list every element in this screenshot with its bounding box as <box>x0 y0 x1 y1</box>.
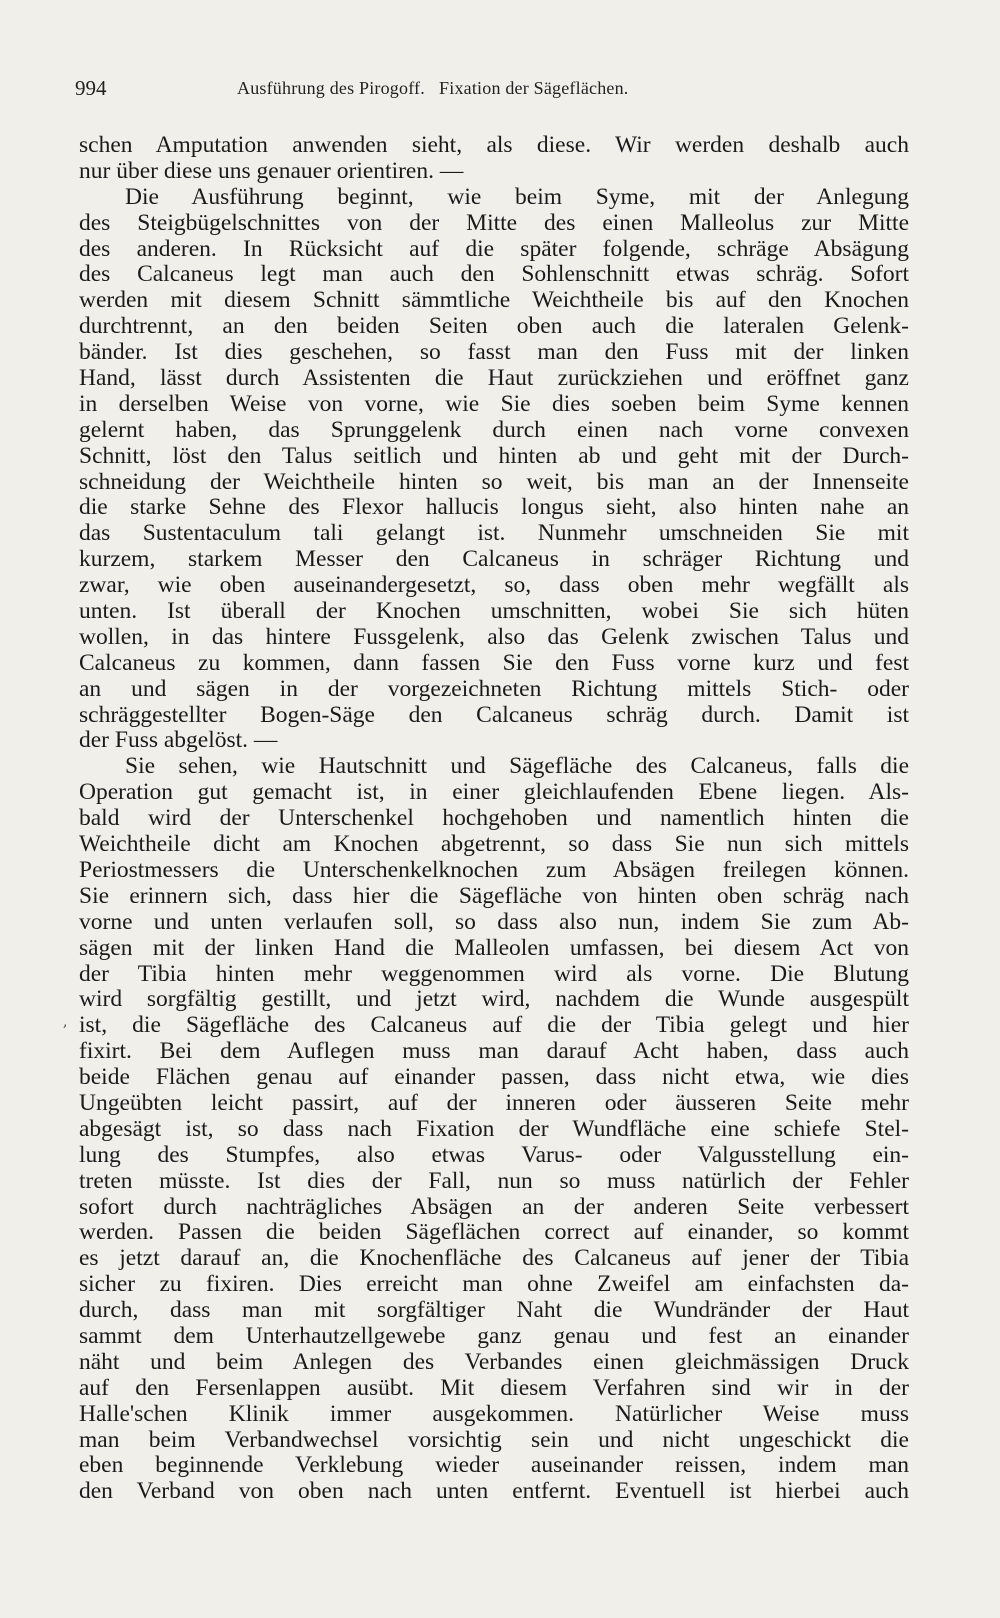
text-line: wollen, in das hintere Fussgelenk, also das Gelenk zwischen Talus und <box>79 624 909 650</box>
text-line: schen Amputation anwenden sieht, als diese. Wir werden deshalb auch <box>79 133 909 158</box>
page-header <box>75 76 905 106</box>
text-line: ist, die Sägefläche des Calcaneus auf die der Tibia gelegt und hier <box>79 1013 909 1039</box>
text-line: schräggestellter Bogen-Säge den Calcaneus schräg durch. Damit ist <box>79 702 909 728</box>
text-line: nur über diese uns genauer orientiren. — <box>79 158 464 184</box>
text-line: fixirt. Bei dem Auflegen muss man darauf Acht haben, dass auch <box>79 1039 909 1065</box>
text-line: eben beginnende Verklebung wieder auseinander reissen, indem man <box>79 1453 909 1479</box>
text-line: Schnitt, löst den Talus seitlich und hinten ab und geht mit der Durch- <box>79 443 909 469</box>
text-line: sicher zu fixiren. Dies erreicht man ohne Zweifel am einfachsten da- <box>79 1272 909 1298</box>
text-line: Ungeübten leicht passirt, auf der inneren oder äusseren Seite mehr <box>79 1090 909 1116</box>
body-text <box>79 133 909 1531</box>
text-line: auf den Fersenlappen ausübt. Mit diesem Verfahren sind wir in der <box>79 1375 909 1401</box>
text-line: schneidung der Weichtheile hinten so weit, bis man an der Innenseite <box>79 469 909 495</box>
text-line: durchtrennt, an den beiden Seiten oben auch die lateralen Gelenk- <box>79 314 909 340</box>
text-line: unten. Ist überall der Knochen umschnitten, wobei Sie sich hüten <box>79 599 909 625</box>
text-line: Sie sehen, wie Hautschnitt und Sägefläche des Calcaneus, falls die <box>125 754 909 780</box>
text-line: vorne und unten verlaufen soll, so dass also nun, indem Sie zum Ab- <box>79 909 909 935</box>
text-line: lung des Stumpfes, also etwas Varus- oder Valgusstellung ein- <box>79 1142 909 1168</box>
margin-mark: , <box>63 1014 68 1030</box>
text-line: an und sägen in der vorgezeichneten Richtung mittels Stich- oder <box>79 676 909 702</box>
text-line: Hand, lässt durch Assistenten die Haut zurückziehen und eröffnet ganz <box>79 366 909 392</box>
text-line: Weichtheile dicht am Knochen abgetrennt, so dass Sie nun sich mittels <box>79 832 909 858</box>
text-line: des Steigbügelschnittes von der Mitte des einen Malleolus zur Mitte <box>79 210 909 236</box>
text-line: bald wird der Unterschenkel hochgehoben und namentlich hinten die <box>79 806 909 832</box>
text-line: das Sustentaculum tali gelangt ist. Nunmehr umschneiden Sie mit <box>79 521 909 547</box>
text-line: treten müsste. Ist dies der Fall, nun so muss natürlich der Fehler <box>79 1168 909 1194</box>
text-line: den Verband von oben nach unten entfernt. Eventuell ist hierbei auch <box>79 1479 909 1505</box>
text-line: des anderen. In Rücksicht auf die später folgende, schräge Absägung <box>79 236 909 262</box>
text-line <box>79 1505 909 1531</box>
text-line: kurzem, starkem Messer den Calcaneus in schräger Richtung und <box>79 547 909 573</box>
text-line: Periostmessers die Unterschenkelknochen zum Absägen freilegen können. <box>79 857 909 883</box>
text-line: werden mit diesem Schnitt sämmtliche Weichtheile bis auf den Knochen <box>79 288 909 314</box>
text-line: Halle'schen Klinik immer ausgekommen. Natürlicher Weise muss <box>79 1401 909 1427</box>
text-line: sammt dem Unterhautzellgewebe ganz genau und fest an einander <box>79 1323 909 1349</box>
text-line: Calcaneus zu kommen, dann fassen Sie den Fuss vorne kurz und fest <box>79 650 909 676</box>
text-line: Die Ausführung beginnt, wie beim Syme, mit der Anlegung <box>125 184 909 210</box>
text-line: der Fuss abgelöst. — <box>79 728 278 754</box>
text-line: man beim Verbandwechsel vorsichtig sein und nicht ungeschickt die <box>79 1427 909 1453</box>
page-number: 994 <box>75 76 107 100</box>
text-line: bänder. Ist dies geschehen, so fasst man den Fuss mit der linken <box>79 340 909 366</box>
text-line: der Tibia hinten mehr weggenommen wird als vorne. Die Blutung <box>79 961 909 987</box>
text-line: des Calcaneus legt man auch den Sohlenschnitt etwas schräg. Sofort <box>79 262 909 288</box>
text-line: gelernt haben, das Sprunggelenk durch einen nach vorne convexen <box>79 417 909 443</box>
text-line: näht und beim Anlegen des Verbandes einen gleichmässigen Druck <box>79 1349 909 1375</box>
text-line: in derselben Weise von vorne, wie Sie dies soeben beim Syme kennen <box>79 391 909 417</box>
text-line: beide Flächen genau auf einander passen, dass nicht etwa, wie dies <box>79 1065 909 1091</box>
text-line: Sie erinnern sich, dass hier die Sägefläche von hinten oben schräg nach <box>79 883 909 909</box>
text-line: wird sorgfältig gestillt, und jetzt wird, nachdem die Wunde ausgespült <box>79 987 909 1013</box>
running-title: Ausführung des Pirogoff. Fixation der Sägeflächen. <box>237 78 629 98</box>
text-line: die starke Sehne des Flexor hallucis longus sieht, also hinten nahe an <box>79 495 909 521</box>
text-line: es jetzt darauf an, die Knochenfläche des Calcaneus auf jener der Tibia <box>79 1246 909 1272</box>
text-line: sägen mit der linken Hand die Malleolen umfassen, bei diesem Act von <box>79 935 909 961</box>
text-line: abgesägt ist, so dass nach Fixation der Wundfläche eine schiefe Stel- <box>79 1116 909 1142</box>
text-line: zwar, wie oben auseinandergesetzt, so, dass oben mehr wegfällt als <box>79 573 909 599</box>
text-line: Operation gut gemacht ist, in einer gleichlaufenden Ebene liegen. Als- <box>79 780 909 806</box>
text-line: werden. Passen die beiden Sägeflächen correct auf einander, so kommt <box>79 1220 909 1246</box>
text-line: sofort durch nachträgliches Absägen an der anderen Seite verbessert <box>79 1194 909 1220</box>
text-line: durch, dass man mit sorgfältiger Naht die Wundränder der Haut <box>79 1298 909 1324</box>
